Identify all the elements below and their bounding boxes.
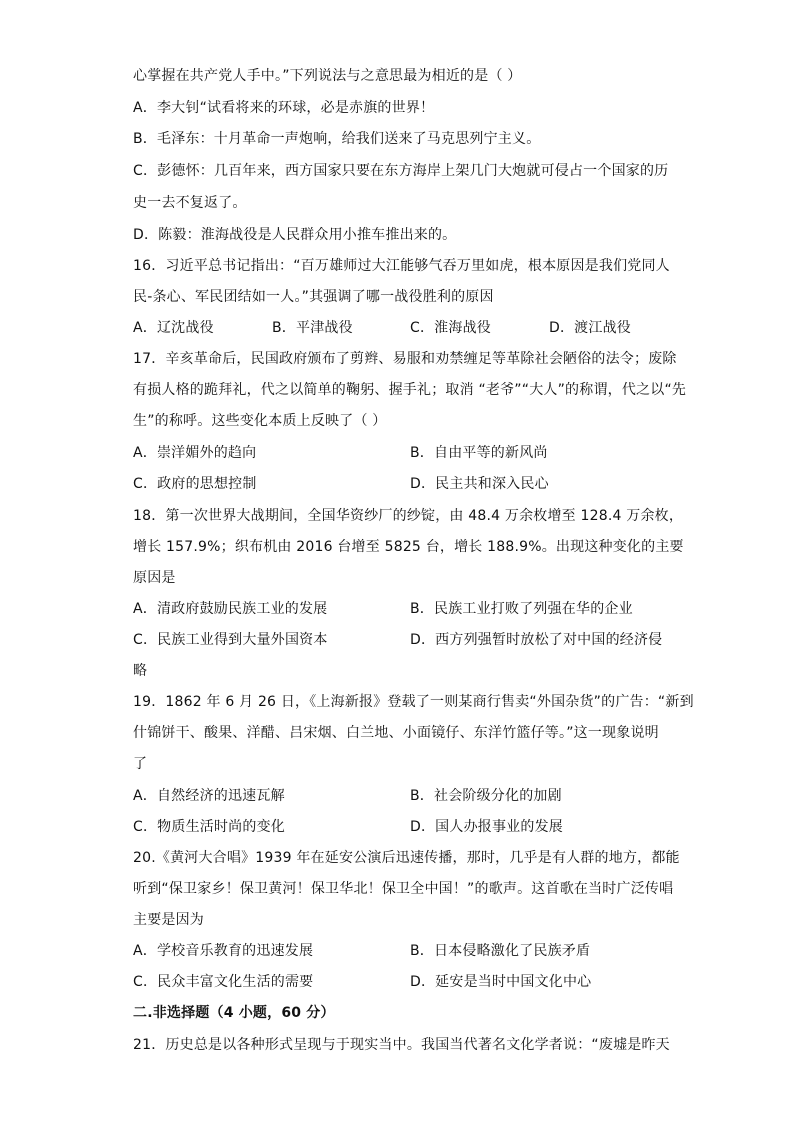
q16-stem-line2: 民-条心、军民团结如一人。”其强调了哪一战役胜利的原因 xyxy=(133,289,494,305)
q19-option-a: A．自然经济的迅速瓦解 xyxy=(133,788,285,804)
q20-option-c: C．民众丰富文化生活的需要 xyxy=(133,974,314,990)
q17-stem-line1: 17．辛亥革命后，民国政府颁布了剪辫、易服和劝禁缠足等革除社会陋俗的法令；废除 xyxy=(133,351,677,367)
q19-stem-line3: 了 xyxy=(133,756,148,772)
q15-option-d: D．陈毅：淮海战役是人民群众用小推车推出来的。 xyxy=(133,227,457,243)
q17-option-a: A．崇洋媚外的趋向 xyxy=(133,445,257,461)
q20-stem-line1: 20.《黄河大合唱》1939 年在延安公演后迅速传播，那时，几乎是有人群的地方，都能 xyxy=(133,850,680,866)
q20-stem-line2: 听到“保卫家乡！保卫黄河！保卫华北！保卫全中国！”的歌声。这首歌在当时广泛传唱 xyxy=(133,881,674,897)
q16-option-c: C．淮海战役 xyxy=(410,320,491,336)
q15-option-c: C．彭德怀：几百年来，西方国家只要在东方海岸上架几门大炮就可侵占一个国家的历 xyxy=(133,163,669,179)
q17-stem-line3: 生”的称呼。这些变化本质上反映了（ ） xyxy=(133,413,387,429)
q18-option-d-cont: 略 xyxy=(133,663,148,679)
q15-option-a: A．李大钊“试看将来的环球，必是赤旗的世界！ xyxy=(133,100,435,116)
q16-option-a: A．辽沈战役 xyxy=(133,320,214,336)
q21-stem-line1: 21．历史总是以各种形式呈现与于现实当中。我国当代著名文化学者说：“废墟是昨天 xyxy=(133,1037,670,1053)
q16-option-d: D．渡江战役 xyxy=(549,320,631,336)
q19-option-c: C．物质生活时尚的变化 xyxy=(133,819,285,835)
q18-stem-line2: 增长 157.9%；织布机由 2016 台增至 5825 台，增长 188.9%。出现这种变化的主要 xyxy=(133,539,684,555)
q20-option-d: D．延安是当时中国文化中心 xyxy=(410,974,592,990)
q16-option-b: B．平津战役 xyxy=(272,320,353,336)
q18-option-c: C．民族工业得到大量外国资本 xyxy=(133,632,328,648)
q16-stem-line1: 16．习近平总书记指出：“百万雄师过大江能够气吞万里如虎，根本原因是我们党同人 xyxy=(133,258,670,274)
q19-option-d: D．国人办报事业的发展 xyxy=(410,819,563,835)
q18-option-a: A．清政府鼓励民族工业的发展 xyxy=(133,601,328,617)
section-heading: 二.非选择题（4 小题，60 分） xyxy=(133,1005,335,1021)
q15-option-c-cont: 史一去不复返了。 xyxy=(133,195,247,211)
q18-stem-line1: 18．第一次世界大战期间，全国华资纱厂的纱锭，由 48.4 万余枚增至 128.4 万余枚， xyxy=(133,508,684,524)
q17-option-d: D．民主共和深入民心 xyxy=(410,476,549,492)
q17-option-c: C．政府的思想控制 xyxy=(133,476,257,492)
q18-option-d: D．西方列强暂时放松了对中国的经济侵 xyxy=(410,632,663,648)
q19-option-b: B．社会阶级分化的加剧 xyxy=(410,788,562,804)
q19-stem-line2: 什锦饼干、酸果、洋醋、吕宋烟、白兰地、小面镜仔、东洋竹篮仔等。”这一现象说明 xyxy=(133,725,659,741)
q20-stem-line3: 主要是因为 xyxy=(133,912,204,928)
q18-stem-line3: 原因是 xyxy=(133,570,176,586)
q17-stem-line2: 有损人格的跪拜礼，代之以简单的鞠躬、握手礼；取消 “老爷”“大人”的称谓，代之以“先 xyxy=(133,382,687,398)
q20-option-b: B．日本侵略激化了民族矛盾 xyxy=(410,943,591,959)
q17-option-b: B．自由平等的新风尚 xyxy=(410,445,548,461)
q20-option-a: A．学校音乐教育的迅速发展 xyxy=(133,943,314,959)
q15-option-b: B．毛泽东：十月革命一声炮响，给我们送来了马克思列宁主义。 xyxy=(133,131,541,147)
q15-stem-continuation: 心掌握在共产党人手中。”下列说法与之意思最为相近的是（ ） xyxy=(133,68,522,84)
q18-option-b: B．民族工业打败了列强在华的企业 xyxy=(410,601,633,617)
q19-stem-line1: 19．1862 年 6 月 26 日，《上海新报》登载了一则某商行售卖“外国杂货”的广告：“新到 xyxy=(133,694,694,710)
